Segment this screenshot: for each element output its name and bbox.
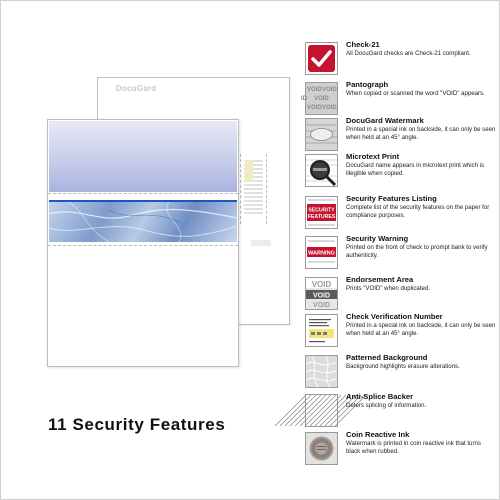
feature-security-features-listing xyxy=(305,194,495,231)
feature-security-warning xyxy=(305,234,495,271)
feature-title: DocuGard Watermark xyxy=(346,116,424,125)
feature-description: Complete list of the security features on the paper for compliance purposes. xyxy=(346,204,490,220)
feature-docugard-watermark xyxy=(305,116,495,153)
feature-patterned-background xyxy=(305,353,495,390)
feature-title: Security Warning xyxy=(346,234,409,243)
coin-icon xyxy=(305,432,338,465)
feature-description: Background highlights erasure alterations. xyxy=(346,363,460,370)
diagonal-lines-icon xyxy=(305,394,338,427)
gradient-band-top xyxy=(49,121,237,192)
svg-text:VOID: VOID xyxy=(312,292,331,300)
stub-logo xyxy=(251,240,271,246)
feature-description: Printed in a special ink on backside, it can only be seen when held at an 45° angle. xyxy=(346,322,496,338)
svg-text:VOID: VOID xyxy=(307,105,322,111)
feature-description: DocuGard name appears in microtext print which is illegible when copied. xyxy=(346,162,485,178)
feature-title: Security Features Listing xyxy=(346,194,437,203)
security-features-heading: 11 Security Features xyxy=(48,415,226,434)
check-sheet-front xyxy=(47,119,239,367)
svg-text:ID: ID xyxy=(301,96,307,102)
feature-description: Watermark is printed in coin reactive ink that turns black when rubbed. xyxy=(346,440,481,456)
perforation-line xyxy=(266,154,267,224)
feature-check-verification-number xyxy=(305,312,495,349)
void-pattern-icon xyxy=(301,82,338,115)
feature-coin-reactive-ink xyxy=(305,430,495,467)
feature-description: Prints "VOID" when duplicated. xyxy=(346,285,430,292)
feature-microtext-print xyxy=(305,152,495,189)
magnifier-icon xyxy=(305,154,338,187)
svg-text:VOID: VOID xyxy=(311,280,332,289)
feature-pantograph xyxy=(301,80,495,117)
perforation-line xyxy=(48,193,238,194)
svg-text:SECURITY: SECURITY xyxy=(308,207,335,214)
checkmark-icon xyxy=(305,42,338,75)
svg-text:WARNING: WARNING xyxy=(307,250,336,257)
feature-title: Anti-Splice Backer xyxy=(346,392,414,401)
void-stamp-icon xyxy=(305,277,338,310)
feature-title: Microtext Print xyxy=(346,152,400,161)
perforation-line xyxy=(240,154,241,224)
feature-title: Patterned Background xyxy=(346,353,428,362)
feature-description: Printed on the front of check to prompt bank to verify authenticity. xyxy=(346,244,488,260)
docugard-logo-back: DocuGard xyxy=(116,84,157,93)
perforation-line xyxy=(48,245,238,246)
feature-title: Coin Reactive Ink xyxy=(346,430,410,439)
feature-description: When copied or scanned the word "VOID" appears. xyxy=(346,90,485,97)
svg-text:VOID: VOID xyxy=(314,96,329,102)
patterned-background-icon xyxy=(305,355,338,388)
feature-title: Endorsement Area xyxy=(346,275,414,284)
svg-text:VOID: VOID xyxy=(322,105,337,111)
watermark-icon xyxy=(305,118,338,151)
feature-description: Printed in a special ink on backside, it can only be seen when held at an 45° angle. xyxy=(346,126,496,142)
feature-check-21 xyxy=(305,40,495,77)
feature-anti-splice-backer xyxy=(305,392,495,429)
security-features-label-icon xyxy=(305,196,338,229)
feature-title: Check Verification Number xyxy=(346,312,443,321)
feature-title: Check-21 xyxy=(346,40,380,49)
verification-number-icon xyxy=(305,314,338,347)
feature-description: All DocuGard checks are Check-21 compliant. xyxy=(346,50,471,57)
feature-endorsement-area xyxy=(305,275,495,312)
marble-texture xyxy=(49,202,237,242)
svg-text:FEATURES: FEATURES xyxy=(307,214,336,220)
svg-text:VOID: VOID xyxy=(307,87,322,93)
svg-text:VOID: VOID xyxy=(322,87,337,93)
feature-title: Pantograph xyxy=(346,80,389,89)
feature-description: Deters splicing of information. xyxy=(346,402,427,409)
warning-label-icon xyxy=(305,236,338,269)
svg-text:VOID: VOID xyxy=(312,302,331,309)
verification-stub-highlight xyxy=(245,160,253,182)
